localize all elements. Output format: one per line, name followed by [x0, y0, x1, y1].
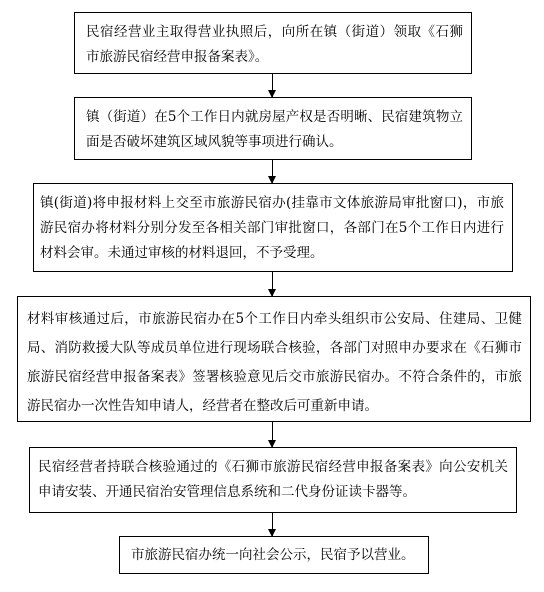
step-2-text: 镇（街道）在5个工作日内就房屋产权是否明晰、民宿建筑物立面是否破坏建筑区域风貌等事项进行确认。 [86, 109, 463, 150]
arrow-down-4 [272, 422, 273, 447]
step-1-box [74, 12, 472, 74]
step-3-box [33, 183, 513, 272]
arrow-down-2 [272, 160, 273, 183]
step-2-box [74, 97, 472, 160]
arrow-down-3 [272, 272, 273, 296]
step-5-box [29, 447, 517, 513]
step-4-text: 材料审核通过后，市旅游民宿办在5个工作日内牵头组织市公安局、住建局、卫健局、消防救援大队等成员单位进行现场联合核验，各部门对照申办要求在《石狮市旅游民宿经营申报备案表》签署核验意见后交市旅游民宿办。不符合条件的，市旅游民宿办一次性告知申请人，经营者在整改后可重新申请。 [27, 311, 522, 414]
arrow-down-5 [272, 513, 273, 536]
step-6-box [119, 536, 429, 574]
step-3-text: 镇(街道)将申报材料上交至市旅游民宿办(挂靠市文体旅游局审批窗口)，市旅游民宿办将材料分别分发至各相关部门审批窗口，各部门在5个工作日内进行材料会审。未通过审核的材料退回，不予受理。 [40, 195, 504, 261]
step-4-box [17, 296, 531, 422]
step-5-text: 民宿经营者持联合核验通过的《石狮市旅游民宿经营申报备案表》向公安机关申请安装、开通民宿治安管理信息系统和二代身份证读卡器等。 [38, 459, 508, 500]
arrow-down-1 [272, 74, 273, 97]
step-6-text: 市旅游民宿办统一向社会公示，民宿予以营业。 [131, 547, 415, 563]
step-1-text: 民宿经营业主取得营业执照后，向所在镇（街道）领取《石狮市旅游民宿经营申报备案表》。 [86, 24, 463, 65]
